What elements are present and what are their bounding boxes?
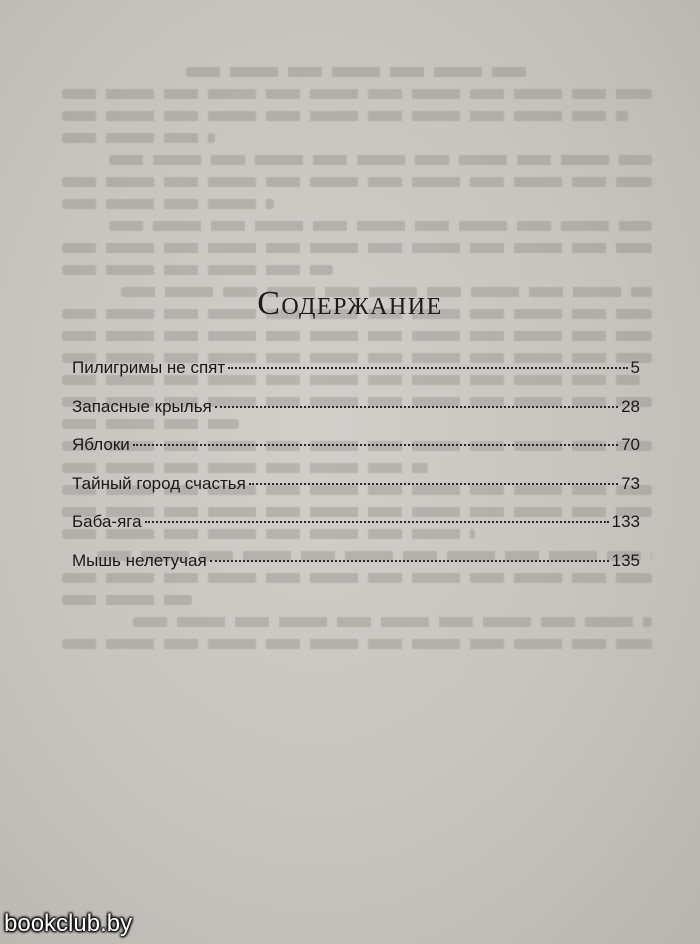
toc-entry [72, 358, 640, 397]
table-of-contents [72, 358, 640, 589]
dot-leader [133, 443, 618, 446]
toc-entry-page: 70 [621, 435, 640, 454]
toc-entry-page: 73 [621, 473, 640, 493]
toc-entry-page: 135 [611, 550, 640, 570]
dot-leader [215, 405, 618, 408]
toc-entry-title: Запасные крылья [72, 396, 212, 416]
toc-entry-title: Баба-яга [72, 512, 142, 531]
toc-entry-page: 5 [630, 358, 640, 377]
toc-entry [72, 551, 640, 590]
dot-leader [210, 559, 609, 562]
toc-entry-page: 133 [611, 512, 640, 531]
toc-entry [72, 474, 640, 513]
site-watermark: bookclub.by [4, 910, 133, 937]
toc-entry-title: Мышь нелетучая [72, 550, 207, 570]
dot-leader [228, 366, 627, 369]
page-title: Содержание [257, 285, 443, 322]
toc-entry [72, 435, 640, 474]
toc-entry-title: Тайный город счастья [72, 473, 246, 493]
toc-entry-title: Пилигримы не спят [72, 358, 226, 377]
dot-leader [249, 482, 618, 485]
toc-entry [72, 397, 640, 436]
toc-entry-title: Яблоки [72, 435, 130, 454]
toc-entry-page: 28 [621, 396, 640, 416]
dot-leader [145, 520, 609, 523]
toc-entry [72, 512, 640, 551]
